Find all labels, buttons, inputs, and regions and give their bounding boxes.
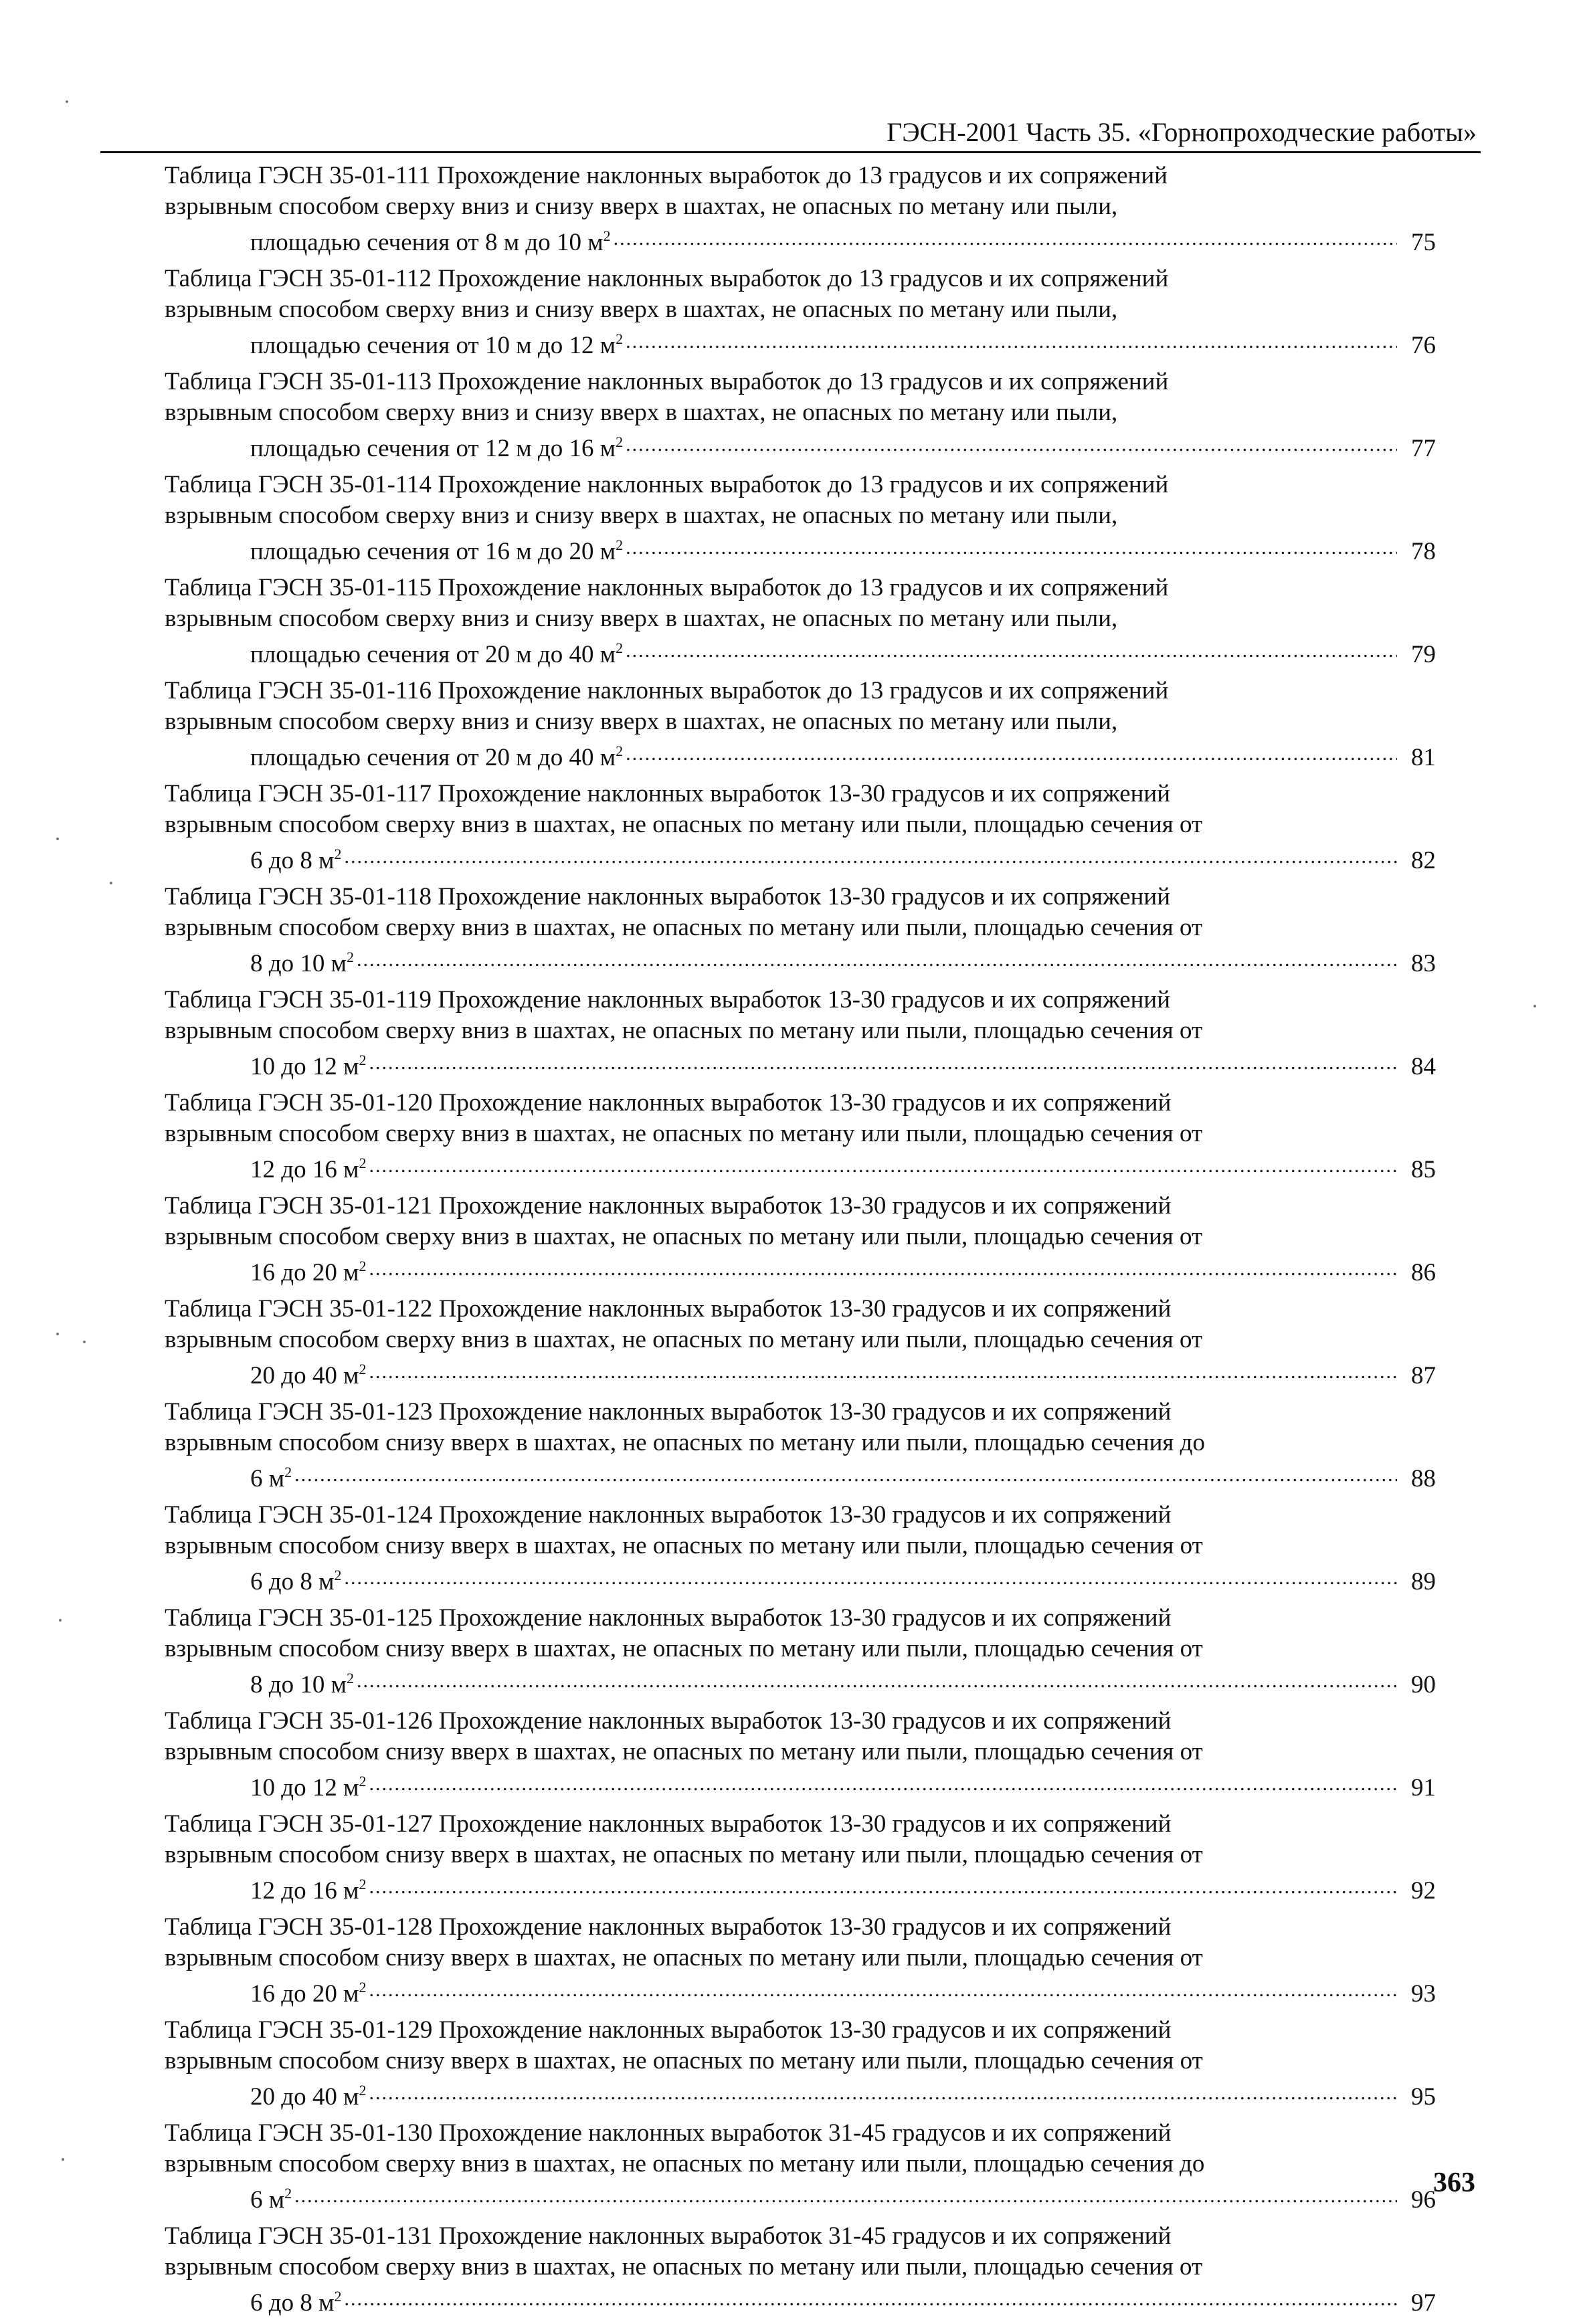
toc-entry-description: взрывным способом снизу вверх в шахтах, не опасных по метану или пыли, площадью сечения от — [165, 1738, 1203, 1765]
dot-leader — [369, 1149, 1398, 1181]
toc-entry-description: взрывным способом сверху вниз в шахтах, не опасных по метану или пыли, площадью сечения от — [165, 2253, 1203, 2281]
superscript-exponent: 2 — [603, 227, 611, 244]
dot-leader — [626, 428, 1397, 460]
toc-entry-last-line — [250, 2076, 1436, 2113]
toc-entry-section-size-text: площадью сечения от 20 м до 40 м — [250, 641, 616, 668]
running-header: ГЭСН-2001 Часть 35. «Горнопроходческие работы» — [887, 117, 1477, 147]
toc-entry-section-size — [250, 227, 611, 258]
superscript-exponent: 2 — [334, 2288, 342, 2305]
toc-entry-last-line — [250, 1664, 1436, 1701]
toc-entry-title: Таблица ГЭСН 35-01-129 Прохождение наклонных выработок 13-30 градусов и их сопряжений — [165, 2016, 1172, 2044]
toc-entry-page-number: 75 — [1411, 229, 1436, 256]
toc-entry — [165, 2118, 1436, 2216]
superscript-exponent: 2 — [616, 433, 624, 450]
toc-entry-section-size-text: 16 до 20 м — [250, 1259, 359, 1286]
toc-entry-section-size — [250, 2185, 292, 2216]
toc-entry-last-line — [250, 1767, 1436, 1804]
toc-entry — [165, 1500, 1436, 1597]
toc-entry-section-size — [250, 1361, 367, 1391]
toc-entry-description: взрывным способом сверху вниз в шахтах, не опасных по метану или пыли, площадью сечения от — [165, 1017, 1203, 1044]
toc-entry-section-size — [250, 2082, 367, 2113]
toc-entry-section-size — [250, 1567, 342, 1597]
superscript-exponent: 2 — [347, 949, 354, 965]
dot-leader — [369, 1870, 1398, 1903]
toc-entry-page-number: 87 — [1411, 1362, 1436, 1389]
scan-speck — [110, 882, 112, 884]
toc-entry-section-size-text: площадью сечения от 10 м до 12 м — [250, 332, 616, 359]
toc-entry-section-size-text: 20 до 40 м — [250, 2083, 359, 2111]
toc-entry-page-number: 93 — [1411, 1980, 1436, 2008]
toc-entry-last-line — [250, 1973, 1436, 2010]
toc-entry-section-size — [250, 537, 623, 567]
superscript-exponent: 2 — [359, 1876, 367, 1893]
toc-entry-section-size-text: площадью сечения от 16 м до 20 м — [250, 538, 616, 565]
dot-leader — [614, 222, 1397, 254]
toc-entry — [165, 2015, 1436, 2113]
scan-speck — [66, 100, 68, 103]
toc-entry — [165, 1912, 1436, 2010]
toc-entry-description: взрывным способом снизу вверх в шахтах, не опасных по метану или пыли, площадью сечения от — [165, 1841, 1203, 1868]
toc-entry-section-size-text: 10 до 12 м — [250, 1053, 359, 1080]
dot-leader — [369, 1355, 1398, 1387]
superscript-exponent: 2 — [616, 537, 624, 553]
toc-entry-last-line — [250, 737, 1436, 773]
toc-entry-page-number: 78 — [1411, 538, 1436, 565]
toc-entry-page-number: 76 — [1411, 332, 1436, 359]
toc-entry-title: Таблица ГЭСН 35-01-123 Прохождение наклонных выработок 13-30 градусов и их сопряжений — [165, 1398, 1172, 1426]
dot-leader — [294, 2180, 1397, 2212]
dot-leader — [345, 2283, 1398, 2315]
toc-entry — [165, 1706, 1436, 1804]
toc-entry-title: Таблица ГЭСН 35-01-122 Прохождение наклонных выработок 13-30 градусов и их сопряжений — [165, 1295, 1172, 1323]
toc-entry-title: Таблица ГЭСН 35-01-115 Прохождение наклонных выработок до 13 градусов и их сопряжений — [165, 574, 1169, 601]
superscript-exponent: 2 — [359, 1979, 367, 1996]
superscript-exponent: 2 — [359, 1773, 367, 1789]
toc-entry-description: взрывным способом снизу вверх в шахтах, не опасных по метану или пыли, площадью сечения от — [165, 1532, 1203, 1559]
dot-leader — [294, 1458, 1397, 1490]
toc-entry — [165, 1088, 1436, 1185]
superscript-exponent: 2 — [359, 1155, 367, 1171]
toc-entry — [165, 985, 1436, 1082]
toc-entry-title: Таблица ГЭСН 35-01-128 Прохождение наклонных выработок 13-30 градусов и их сопряжений — [165, 1913, 1172, 1941]
toc-entry-section-size-text: 12 до 16 м — [250, 1156, 359, 1183]
superscript-exponent: 2 — [284, 1464, 292, 1480]
dot-leader — [345, 1561, 1398, 1593]
toc-entry-section-size — [250, 1464, 292, 1494]
superscript-exponent: 2 — [359, 1258, 367, 1274]
table-of-contents — [165, 161, 1436, 2324]
header-rule — [100, 151, 1481, 153]
toc-entry-title: Таблица ГЭСН 35-01-114 Прохождение наклонных выработок до 13 градусов и их сопряжений — [165, 471, 1169, 498]
toc-entry-section-size-text: 8 до 10 м — [250, 1671, 347, 1699]
toc-entry-description: взрывным способом сверху вниз и снизу вверх в шахтах, не опасных по метану или пыли, — [165, 605, 1118, 632]
toc-entry-section-size-text: 6 до 8 м — [250, 1568, 335, 1595]
toc-entry — [165, 1809, 1436, 1907]
toc-entry-section-size — [250, 640, 623, 670]
toc-entry-last-line — [250, 428, 1436, 464]
toc-entry-last-line — [250, 1561, 1436, 1597]
superscript-exponent: 2 — [359, 1052, 367, 1068]
toc-entry-section-size-text: 6 до 8 м — [250, 847, 335, 874]
toc-entry-last-line — [250, 222, 1436, 258]
toc-entry-last-line — [250, 634, 1436, 670]
toc-entry-section-size-text: 8 до 10 м — [250, 950, 347, 977]
toc-entry-last-line — [250, 1149, 1436, 1185]
dot-leader — [369, 1046, 1398, 1078]
toc-entry-section-size — [250, 1979, 367, 2010]
superscript-exponent: 2 — [334, 1567, 342, 1583]
dot-leader — [369, 1252, 1398, 1284]
toc-entry-title: Таблица ГЭСН 35-01-126 Прохождение наклонных выработок 13-30 градусов и их сопряжений — [165, 1707, 1172, 1735]
scan-speck — [1533, 1005, 1536, 1007]
toc-entry-section-size-text: 6 до 8 м — [250, 2289, 335, 2317]
toc-entry-description: взрывным способом снизу вверх в шахтах, не опасных по метану или пыли, площадью сечения до — [165, 1429, 1205, 1456]
toc-entry-description: взрывным способом сверху вниз в шахтах, не опасных по метану или пыли, площадью сечения от — [165, 914, 1203, 941]
toc-entry-section-size-text: площадью сечения от 20 м до 40 м — [250, 744, 616, 771]
toc-entry-page-number: 79 — [1411, 641, 1436, 668]
toc-entry-page-number: 96 — [1411, 2186, 1436, 2214]
toc-entry-last-line — [250, 943, 1436, 979]
toc-entry-page-number: 91 — [1411, 1774, 1436, 1802]
dot-leader — [345, 840, 1398, 872]
toc-entry-title: Таблица ГЭСН 35-01-111 Прохождение наклонных выработок до 13 градусов и их сопряжений — [165, 162, 1168, 189]
superscript-exponent: 2 — [359, 1361, 367, 1377]
scan-speck — [56, 838, 59, 840]
toc-entry-section-size-text: 12 до 16 м — [250, 1877, 359, 1905]
toc-entry-description: взрывным способом сверху вниз и снизу вверх в шахтах, не опасных по метану или пыли, — [165, 399, 1118, 426]
toc-entry-description: взрывным способом сверху вниз и снизу вверх в шахтах, не опасных по метану или пыли, — [165, 708, 1118, 735]
toc-entry-description: взрывным способом снизу вверх в шахтах, не опасных по метану или пыли, площадью сечения от — [165, 2047, 1203, 2074]
toc-entry-section-size — [250, 433, 623, 464]
toc-entry-last-line — [250, 325, 1436, 361]
superscript-exponent: 2 — [347, 1670, 354, 1686]
toc-entry-last-line — [250, 2180, 1436, 2216]
toc-entry-title: Таблица ГЭСН 35-01-120 Прохождение наклонных выработок 13-30 градусов и их сопряжений — [165, 1089, 1172, 1117]
toc-entry-page-number: 90 — [1411, 1671, 1436, 1699]
toc-entry — [165, 367, 1436, 464]
toc-entry — [165, 882, 1436, 979]
toc-entry-section-size — [250, 949, 354, 979]
toc-entry-section-size-text: 16 до 20 м — [250, 1980, 359, 2008]
toc-entry-page-number: 86 — [1411, 1259, 1436, 1286]
dot-leader — [626, 325, 1397, 357]
toc-entry-description: взрывным способом снизу вверх в шахтах, не опасных по метану или пыли, площадью сечения от — [165, 1635, 1203, 1662]
dot-leader — [369, 1973, 1398, 2006]
toc-entry-title: Таблица ГЭСН 35-01-119 Прохождение наклонных выработок 13-30 градусов и их сопряжений — [165, 986, 1171, 1013]
dot-leader — [626, 737, 1397, 769]
toc-entry-description: взрывным способом сверху вниз в шахтах, не опасных по метану или пыли, площадью сечения от — [165, 1326, 1203, 1353]
toc-entry — [165, 2221, 1436, 2319]
scan-speck — [62, 2158, 64, 2161]
toc-entry — [165, 1603, 1436, 1701]
dot-leader — [369, 2076, 1398, 2109]
toc-entry-section-size-text: 6 м — [250, 2186, 285, 2214]
dot-leader — [369, 1767, 1398, 1800]
superscript-exponent: 2 — [334, 846, 342, 862]
toc-entry-description: взрывным способом сверху вниз и снизу вверх в шахтах, не опасных по метану или пыли, — [165, 502, 1118, 529]
toc-entry-title: Таблица ГЭСН 35-01-116 Прохождение наклонных выработок до 13 градусов и их сопряжений — [165, 677, 1169, 704]
superscript-exponent: 2 — [616, 640, 624, 656]
toc-entry-title: Таблица ГЭСН 35-01-124 Прохождение наклонных выработок 13-30 градусов и их сопряжений — [165, 1501, 1172, 1529]
toc-entry-section-size — [250, 1155, 367, 1185]
superscript-exponent: 2 — [616, 330, 624, 347]
toc-entry-page-number: 85 — [1411, 1156, 1436, 1183]
toc-entry-page-number: 92 — [1411, 1877, 1436, 1905]
toc-entry-description: взрывным способом сверху вниз и снизу вверх в шахтах, не опасных по метану или пыли, — [165, 193, 1118, 220]
toc-entry — [165, 161, 1436, 258]
dot-leader — [626, 634, 1397, 666]
scan-speck — [83, 1341, 86, 1343]
scan-speck — [59, 1619, 62, 1622]
toc-entry-section-size — [250, 846, 342, 876]
toc-entry-section-size — [250, 1258, 367, 1288]
toc-entry-title: Таблица ГЭСН 35-01-127 Прохождение наклонных выработок 13-30 градусов и их сопряжений — [165, 1810, 1172, 1838]
toc-entry-description: взрывным способом сверху вниз в шахтах, не опасных по метану или пыли, площадью сечения до — [165, 2150, 1205, 2177]
toc-entry-page-number: 77 — [1411, 435, 1436, 462]
toc-entry-section-size-text: 10 до 12 м — [250, 1774, 359, 1802]
toc-entry-title: Таблица ГЭСН 35-01-121 Прохождение наклонных выработок 13-30 градусов и их сопряжений — [165, 1192, 1172, 1220]
toc-entry-description: взрывным способом сверху вниз в шахтах, не опасных по метану или пыли, площадью сечения от — [165, 1120, 1203, 1147]
toc-entry-title: Таблица ГЭСН 35-01-125 Прохождение наклонных выработок 13-30 градусов и их сопряжений — [165, 1604, 1172, 1632]
toc-entry-last-line — [250, 1046, 1436, 1082]
dot-leader — [626, 531, 1397, 563]
toc-entry — [165, 573, 1436, 670]
toc-entry-page-number: 89 — [1411, 1568, 1436, 1595]
toc-entry-page-number: 88 — [1411, 1465, 1436, 1492]
toc-entry-last-line — [250, 1355, 1436, 1391]
superscript-exponent: 2 — [284, 2185, 292, 2202]
superscript-exponent: 2 — [359, 2082, 367, 2099]
toc-entry-page-number: 95 — [1411, 2083, 1436, 2111]
scan-speck — [56, 1333, 59, 1335]
toc-entry-title: Таблица ГЭСН 35-01-131 Прохождение наклонных выработок 31-45 градусов и их сопряжений — [165, 2222, 1172, 2250]
toc-entry-section-size — [250, 330, 623, 361]
toc-entry-section-size-text: 6 м — [250, 1465, 285, 1492]
superscript-exponent: 2 — [616, 743, 624, 759]
toc-entry — [165, 779, 1436, 876]
toc-entry — [165, 264, 1436, 361]
toc-entry-last-line — [250, 1252, 1436, 1288]
toc-entry-last-line — [250, 2283, 1436, 2319]
toc-entry-page-number: 81 — [1411, 744, 1436, 771]
toc-entry-title: Таблица ГЭСН 35-01-117 Прохождение наклонных выработок 13-30 градусов и их сопряжений — [165, 780, 1171, 807]
toc-entry — [165, 676, 1436, 773]
toc-entry-title: Таблица ГЭСН 35-01-130 Прохождение наклонных выработок 31-45 градусов и их сопряжений — [165, 2119, 1172, 2147]
toc-entry-section-size — [250, 1773, 367, 1804]
toc-entry-section-size-text: 20 до 40 м — [250, 1362, 359, 1389]
toc-entry-page-number: 97 — [1411, 2289, 1436, 2317]
toc-entry-section-size — [250, 1052, 367, 1082]
toc-entry-page-number: 84 — [1411, 1053, 1436, 1080]
toc-entry-section-size-text: площадью сечения от 8 м до 10 м — [250, 229, 603, 256]
toc-entry-section-size — [250, 743, 623, 773]
toc-entry-description: взрывным способом снизу вверх в шахтах, не опасных по метану или пыли, площадью сечения от — [165, 1944, 1203, 1971]
toc-entry-section-size — [250, 2288, 342, 2319]
dot-leader — [357, 943, 1397, 975]
dot-leader — [357, 1664, 1397, 1697]
toc-entry-section-size-text: площадью сечения от 12 м до 16 м — [250, 435, 616, 462]
toc-entry-section-size — [250, 1876, 367, 1907]
toc-entry-description: взрывным способом сверху вниз в шахтах, не опасных по метану или пыли, площадью сечения от — [165, 811, 1203, 838]
toc-entry — [165, 470, 1436, 567]
toc-entry-description: взрывным способом сверху вниз и снизу вверх в шахтах, не опасных по метану или пыли, — [165, 296, 1118, 323]
toc-entry — [165, 1191, 1436, 1288]
toc-entry-last-line — [250, 531, 1436, 567]
toc-entry-title: Таблица ГЭСН 35-01-112 Прохождение наклонных выработок до 13 градусов и их сопряжений — [165, 265, 1169, 292]
toc-entry — [165, 1397, 1436, 1494]
page-number: 363 — [1433, 2167, 1475, 2198]
toc-entry — [165, 1294, 1436, 1391]
toc-entry-description: взрывным способом сверху вниз в шахтах, не опасных по метану или пыли, площадью сечения от — [165, 1223, 1203, 1250]
toc-entry-last-line — [250, 1870, 1436, 1907]
toc-entry-last-line — [250, 1458, 1436, 1494]
toc-entry-title: Таблица ГЭСН 35-01-118 Прохождение наклонных выработок 13-30 градусов и их сопряжений — [165, 883, 1171, 910]
toc-entry-title: Таблица ГЭСН 35-01-113 Прохождение наклонных выработок до 13 градусов и их сопряжений — [165, 368, 1169, 395]
toc-entry-last-line — [250, 840, 1436, 876]
toc-entry-page-number: 82 — [1411, 847, 1436, 874]
toc-entry-section-size — [250, 1670, 354, 1701]
toc-entry-page-number: 83 — [1411, 950, 1436, 977]
